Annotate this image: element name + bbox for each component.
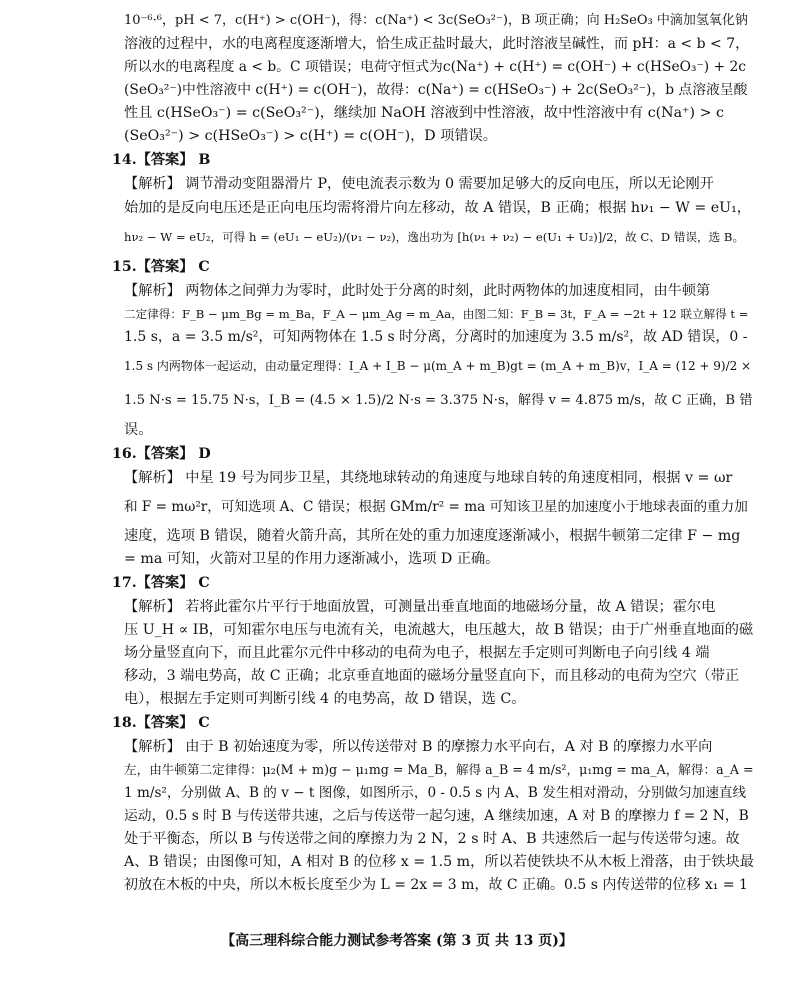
page-footer: 【高三理科综合能力测试参考答案 (第 3 页 共 13 页)】 [221, 933, 573, 949]
text-line: 始加的是反向电压还是正向电压均需将滑片向左移动，故 A 错误，B 正确；根据 hν₁ − W = eU₁， [124, 200, 751, 216]
text-line: hν₂ − W = eU₂，可得 h = (eU₁ − eU₂)/(ν₁ − ν₂)，逸出功为 [h(ν₁ + ν₂) − e(U₁ + U₂)]/2，故 C、D 错误，选 B。 [124, 230, 745, 244]
text-line: 速度，选项 B 错误，随着火箭升高，其所在处的重力加速度逐渐减小，根据牛顿第二定律 F − mg [124, 528, 741, 544]
text-line: 【解析】 调节滑动变阻器滑片 P，使电流表示数为 0 需要加足够大的反向电压，所以无论刚开 [124, 176, 714, 192]
text-line: 左，由牛顿第二定律得：μ₂(M + m)g − μ₁mg = Ma_B，解得 a_B = 4 m/s²，μ₁mg = ma_A，解得：a_A = [124, 762, 754, 777]
text-line: 1.5 s 内两物体一起运动，由动量定理得：I_A + I_B − μ(m_A + m_B)gt = (m_A + m_B)v，I_A = (12 + 9)/2 × [124, 359, 752, 373]
text-line: 【解析】 中星 19 号为同步卫星，其绕地球转动的角速度与地球自转的角速度相同，根据 v = ωr [124, 470, 733, 486]
text-line: 1 m/s²，分别做 A、B 的 v − t 图像，如图所示，0 - 0.5 s 内 A、B 发生相对滑动，分别做匀加速直线 [124, 785, 747, 801]
answer-heading: 17.【答案】 C [112, 575, 210, 591]
text-line: 性且 c(HSeO₃⁻) = c(SeO₃²⁻)，继续加 NaOH 溶液到中性溶液，故中性溶液中有 c(Na⁺) > c [124, 105, 724, 121]
text-line: (SeO₃²⁻) > c(HSeO₃⁻) > c(H⁺) = c(OH⁻)，D 项错误。 [124, 128, 497, 144]
text-line: 电），根据左手定则可判断引线 4 的电势高，故 D 错误，选 C。 [124, 691, 526, 707]
text-line: 初放在木板的中央，所以木板长度至少为 L = 2x = 3 m，故 C 正确。0.5 s 内传送带的位移 x₁ = 1 [124, 877, 748, 893]
text-line: 【解析】 两物体之间弹力为零时，此时处于分离的时刻，此时两物体的加速度相同，由牛顿第 [124, 283, 711, 299]
answer-heading: 15.【答案】 C [112, 259, 210, 275]
answer-heading: 16.【答案】 D [112, 446, 211, 462]
text-line: 【解析】 若将此霍尔片平行于地面放置，可测量出垂直地面的地磁场分量，故 A 错误；霍尔电 [124, 599, 716, 615]
text-line: 10⁻⁶·⁶，pH < 7，c(H⁺) > c(OH⁻)，得：c(Na⁺) < 3c(SeO₃²⁻)，B 项正确；向 H₂SeO₃ 中滴加氢氧化钠 [124, 13, 748, 28]
text-line: 和 F = mω²r，可知选项 A、C 错误；根据 GMm/r² = ma 可知该卫星的加速度小于地球表面的重力加 [124, 499, 748, 515]
text-line: 1.5 N·s = 15.75 N·s，I_B = (4.5 × 1.5)/2 N·s = 3.375 N·s，解得 v = 4.875 m/s，故 C 正确，B 错 [124, 393, 753, 408]
text-line: (SeO₃²⁻)中性溶液中 c(H⁺) = c(OH⁻)，故得：c(Na⁺) = c(HSeO₃⁻) + 2c(SeO₃²⁻)，b 点溶液呈酸 [124, 82, 748, 98]
text-line: A、B 错误；由图像可知，A 相对 B 的位移 x = 1.5 m，所以若使铁块不从木板上滑落，由于铁块最 [124, 854, 754, 870]
text-line: 移动，3 端电势高，故 C 正确；北京垂直地面的磁场分量竖直向下，而且移动的电荷为空穴（带正 [124, 668, 740, 684]
text-line: 处于平衡态，所以 B 与传送带之间的摩擦力为 2 N，2 s 时 A、B 共速然后一起与传送带匀速。故 [124, 831, 740, 847]
text-line: 1.5 s，a = 3.5 m/s²，可知两物体在 1.5 s 时分离，分离时的加速度为 3.5 m/s²，故 AD 错误，0 - [124, 329, 748, 345]
text-line: 二定律得：F_B − μm_Bg = m_Ba，F_A − μm_Ag = m_Aa，由图二知：F_B = 3t，F_A = −2t + 12 联立解得 t = [124, 307, 749, 321]
text-line: 溶液的过程中，水的电离程度逐渐增大，恰生成正盐时最大，此时溶液呈碱性，而 pH：a < b < 7， [124, 36, 750, 52]
answer-heading: 18.【答案】 C [112, 715, 210, 731]
text-line: 运动，0.5 s 时 B 与传送带共速，之后与传送带一起匀速，A 继续加速，A 对 B 的摩擦力 f = 2 N，B [124, 808, 749, 824]
text-line: = ma 可知，火箭对卫星的作用力逐渐减小，选项 D 正确。 [124, 551, 500, 567]
text-line: 场分量竖直向下，而且此霍尔元件中移动的电荷为电子，根据左手定则可判断电子向引线 4 端 [124, 645, 710, 661]
answer-heading: 14.【答案】 B [112, 152, 211, 168]
text-line: 【解析】 由于 B 初始速度为零，所以传送带对 B 的摩擦力水平向右，A 对 B 的摩擦力水平向 [124, 739, 713, 755]
text-line: 所以水的电离程度 a < b。C 项错误；电荷守恒式为c(Na⁺) + c(H⁺) = c(OH⁻) + c(HSeO₃⁻) + 2c [124, 59, 746, 75]
text-line: 压 U_H ∝ IB，可知霍尔电压与电流有关，电流越大，电压越大，故 B 错误；由于广州垂直地面的磁 [124, 622, 754, 638]
text-line: 误。 [124, 422, 153, 438]
